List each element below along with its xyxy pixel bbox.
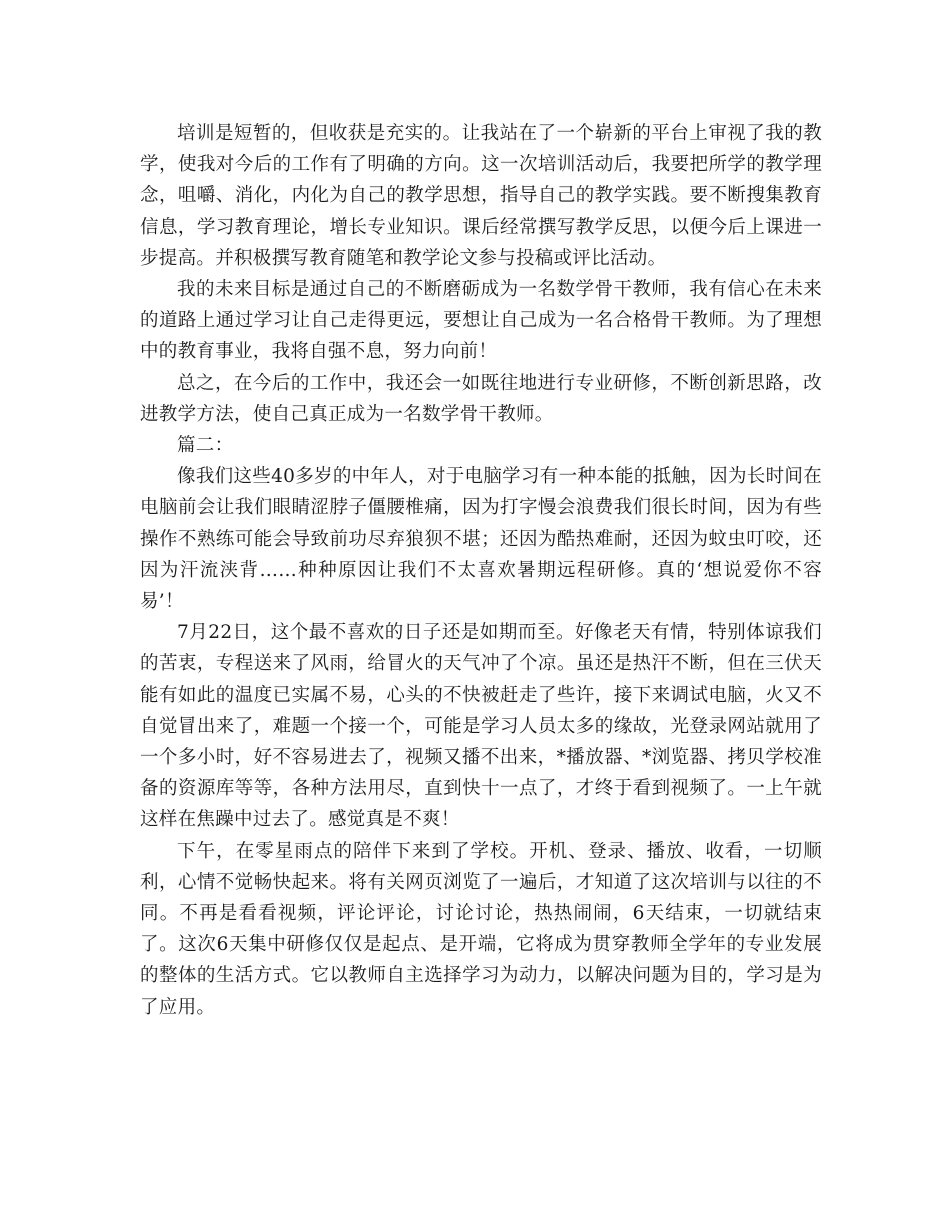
document-page bbox=[140, 118, 822, 1023]
paragraph-middle-aged: 像我们这些40多岁的中年人，对于电脑学习有一种本能的抵触，因为长时间在电脑前会让我们眼睛涩脖子僵腰椎痛，因为打字慢会浪费我们很长时间，因为有些操作不熟练可能会导致前功尽弃狼狈不堪；还因为酷热难耐，还因为蚊虫叮咬，还因为汗流浃背……种种原因让我们不太喜欢暑期远程研修。真的‘想说爱你不容易’！ bbox=[140, 466, 822, 613]
paragraph-training-harvest: 培训是短暂的，但收获是充实的。让我站在了一个崭新的平台上审视了我的教学，使我对今后的工作有了明确的方向。这一次培训活动后，我要把所学的教学理念，咀嚼、消化，内化为自己的教学思想，指导自己的教学实践。要不断搜集教育信息，学习教育理论，增长专业知识。课后经常撰写教学反思，以便今后上课进一步提高。并积极撰写教育随笔和教学论文参与投稿或评比活动。 bbox=[140, 123, 822, 269]
section-heading-part-two: 篇二： bbox=[177, 435, 234, 457]
paragraph-afternoon: 下午，在零星雨点的陪伴下来到了学校。开机、登录、播放、收看，一切顺利，心情不觉畅快起来。将有关网页浏览了一遍后，才知道了这次培训与以往的不同。不再是看看视频，评论评论，讨论讨论，热热闹闹，6天结束，一切就结束了。这次6天集中研修仅仅是起点、是开端，它将成为贯穿教师全学年的专业发展的整体的生活方式。它以教师自主选择学习为动力，以解决问题为目的，学习是为了应用。 bbox=[140, 840, 822, 1018]
paragraph-future-goal: 我的未来目标是通过自己的不断磨砺成为一名数学骨干教师，我有信心在未来的道路上通过学习让自己走得更远，要想让自己成为一名合格骨干教师。为了理想中的教育事业，我将自强不息，努力向前！ bbox=[140, 279, 822, 363]
paragraph-conclusion: 总之，在今后的工作中，我还会一如既往地进行专业研修，不断创新思路，改进教学方法，使自己真正成为一名数学骨干教师。 bbox=[140, 372, 822, 425]
paragraph-july-22: 7月22日，这个最不喜欢的日子还是如期而至。好像老天有情，特别体谅我们的苦衷，专程送来了风雨，给冒火的天气冲了个凉。虽还是热汗不断，但在三伏天能有如此的温度已实属不易，心头的不快被赶走了些许，接下来调试电脑，火又不自觉冒出来了，难题一个接一个，可能是学习人员太多的缘故，光登录网站就用了一个多小时，好不容易进去了，视频又播不出来，*播放器、*浏览器、拷贝学校准备的资源库等等，各种方法用尽，直到快十一点了，才终于看到视频了。一上午就这样在焦躁中过去了。感觉真是不爽！ bbox=[140, 622, 822, 831]
